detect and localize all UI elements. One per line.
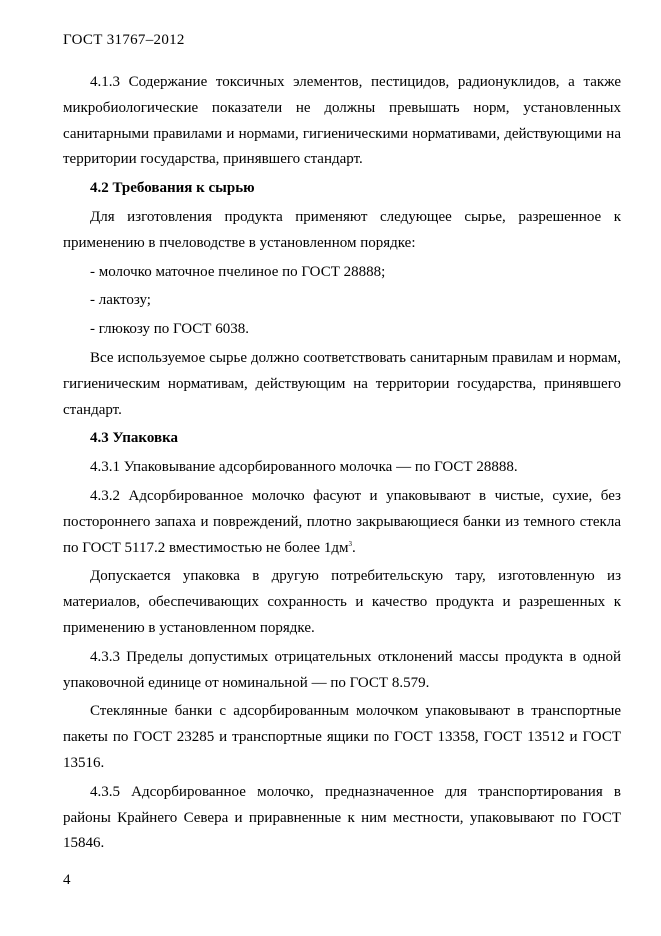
paragraph-4-3-4: Стеклянные банки с адсорбированным молочком упаковывают в транспортные пакеты по ГОСТ 23285 и транспортные ящики по ГОСТ 13358, ГОСТ 13512 и ГОСТ 13516. (63, 703, 621, 771)
paragraph-4-3-2-text: 4.3.2 Адсорбированное молочко фасуют и упаковывают в чистые, сухие, без постороннего запаха и повреждений, плотно закрывающиеся банки из темного стекла по ГОСТ 5117.2 вместимостью не более 1дм (63, 487, 621, 556)
page-number: 4 (63, 872, 71, 888)
document-body (63, 70, 621, 860)
paragraph-4-2-raw-materials: Все используемое сырье должно соответствовать санитарным правилам и нормам, гигиеническим нормативам, действующим на территории государства, принявшего стандарт. (63, 349, 621, 418)
list-item: - лактозу; (90, 292, 151, 309)
paragraph-4-3-1: 4.3.1 Упаковывание адсорбированного молочка — по ГОСТ 28888. (90, 459, 518, 476)
list-item: - глюкозу по ГОСТ 6038. (90, 321, 249, 338)
paragraph-4-3-2 (63, 484, 621, 561)
paragraph-4-2-intro: Для изготовления продукта применяют следующее сырье, разрешенное к применению в пчеловодстве в установленном порядке: (63, 208, 621, 251)
paragraph-4-3-3: 4.3.3 Пределы допустимых отрицательных отклонений массы продукта в одной упаковочной единице от номинальной — по ГОСТ 8.579. (63, 648, 621, 691)
paragraph-4-3-2-end: . (351, 539, 356, 556)
paragraph-4-1-3: 4.1.3 Содержание токсичных элементов, пестицидов, радионуклидов, а также микробиологические показатели не должны превышать норм, установленных санитарными правилами и нормами, гигиеническими нормативами, действующими на территории государства, принявшего стандарт. (63, 74, 621, 168)
paragraph-4-3-5: 4.3.5 Адсорбированное молочко, предназначенное для транспортирования в районы Крайнего Севера и приравненные к ним местности, упаковывают по ГОСТ 15846. (63, 783, 621, 852)
paragraph-4-3-2-alt-packaging: Допускается упаковка в другую потребительскую тару, изготовленную из материалов, обеспечивающих сохранность и качество продукта и разрешенных к применению в установленном порядке. (63, 568, 621, 636)
document-header: ГОСТ 31767–2012 (63, 32, 185, 48)
section-heading-4-2: 4.2 Требования к сырью (90, 180, 255, 197)
superscript-cubed: 3 (348, 539, 352, 548)
section-heading-4-3: 4.3 Упаковка (90, 430, 179, 447)
list-item: - молочко маточное пчелиное по ГОСТ 28888; (90, 263, 386, 280)
